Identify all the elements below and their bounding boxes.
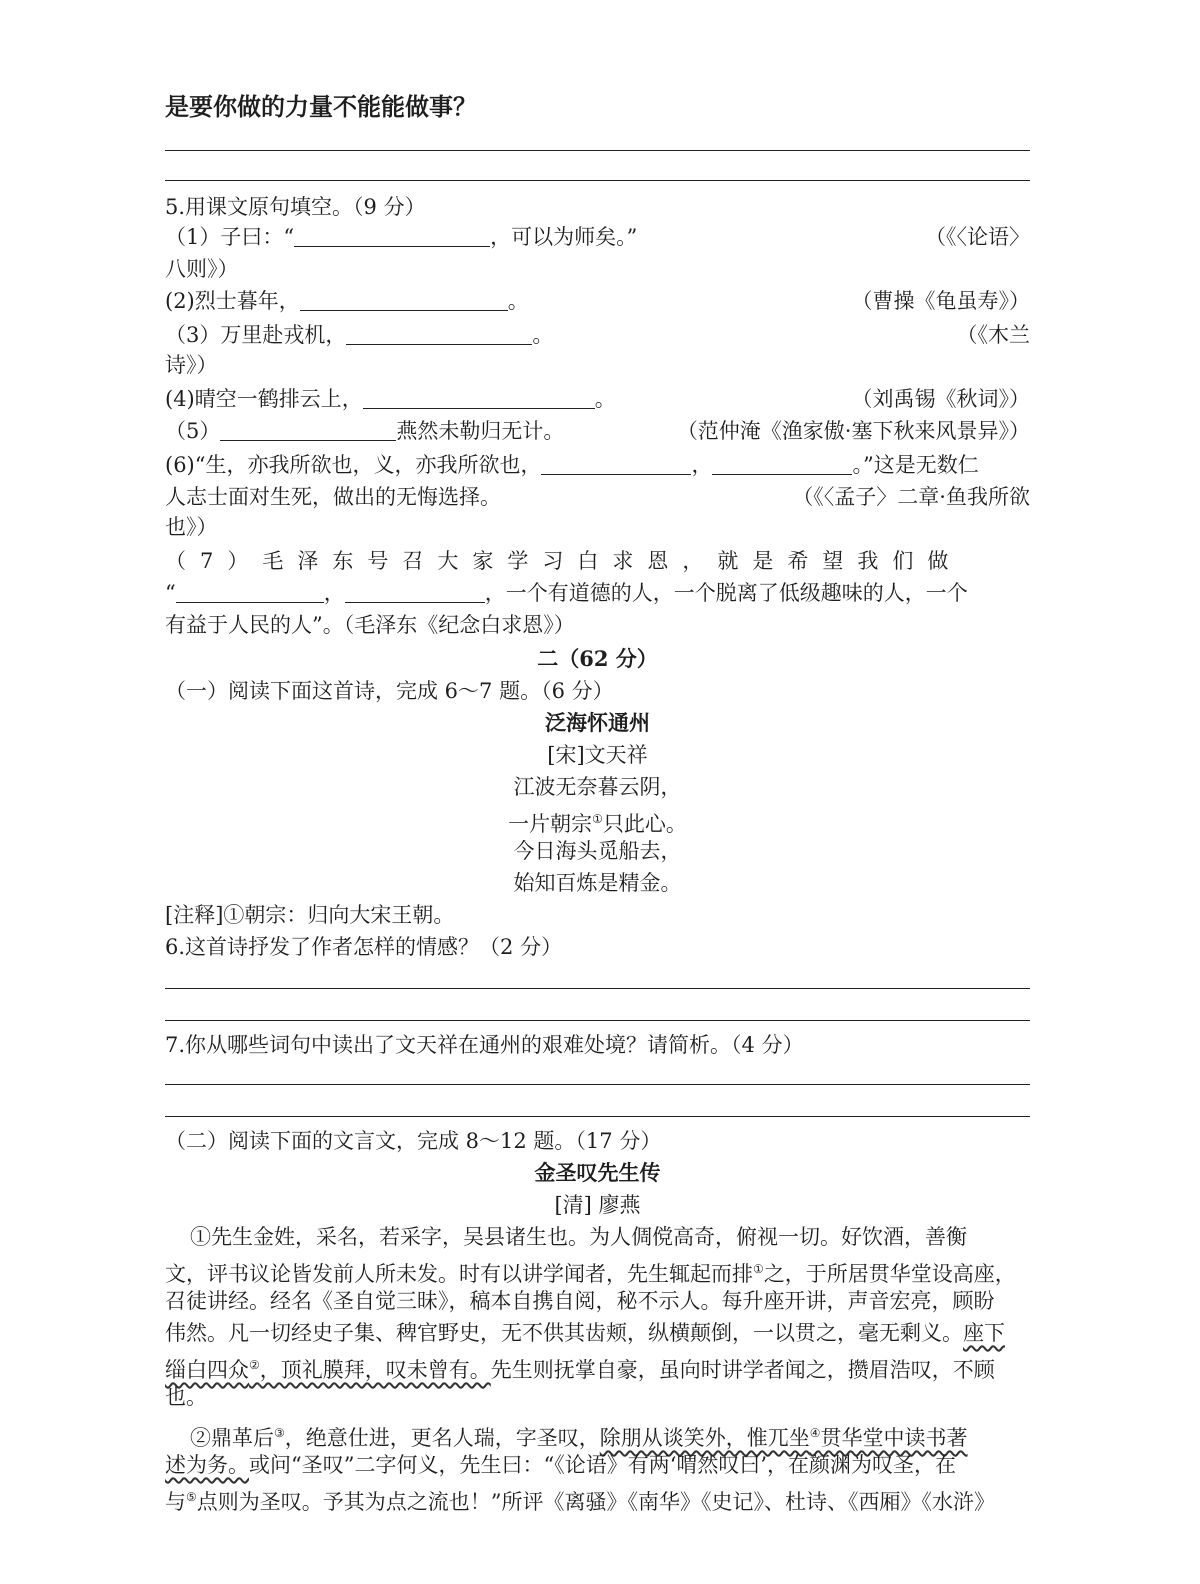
item-source: （范仲淹《渔家傲·塞下秋来风景异》）: [676, 419, 1030, 443]
q5-item-3: [165, 320, 1030, 350]
item-source: （曹操《龟虽寿》）: [851, 289, 1030, 313]
para-text: ，绝意仕进，更名人瑞，字圣叹，: [284, 1426, 600, 1450]
paragraph-1-line-2: [165, 1254, 1030, 1289]
para-text: 伟然。凡一切经史子集、稗官野史，无不供其齿颊，纵横颠倒，一以贯之，毫无剩义。: [165, 1321, 963, 1345]
paragraph-2-line-2: [165, 1450, 1030, 1480]
poem-line-1: 江波无奈暮云阴，: [513, 775, 682, 799]
note-marker: ④: [809, 1426, 821, 1440]
underlined-text: 座下: [963, 1321, 1005, 1345]
underlined-text: 缁白四众: [165, 1358, 249, 1382]
item-text: 燕然未勒归无计。: [396, 419, 565, 443]
question-5-heading: 5.用课文原句填空。（9 分）: [165, 195, 426, 219]
underlined-text: 贯华堂中读书著: [820, 1426, 968, 1450]
paragraph-2-line-3: [165, 1482, 1030, 1517]
fill-blank[interactable]: [294, 224, 490, 247]
para-text: 与: [165, 1490, 186, 1514]
para-text: 点则为圣叹。予其为点之流也！”所评《离骚》《南华》《史记》、杜诗、《西厢》《水浒》: [196, 1490, 995, 1514]
section-2-heading: 二（62 分）: [537, 646, 658, 671]
poem-line-4: 始知百炼是精金。: [513, 871, 682, 895]
item-text: 人志士面对生死，做出的无悔选择。: [165, 485, 501, 509]
item-text: (2)烈士暮年，: [165, 289, 300, 313]
q5-item-6-source-cont: 也》）: [165, 515, 218, 539]
note-marker: ①: [753, 1262, 764, 1276]
paragraph-1-line-5: [165, 1350, 1030, 1385]
paragraph-1-line-1: ①先生金姓，采名，若采字，吴县诸生也。为人倜傥高奇，俯视一切。好饮酒，善衡: [190, 1225, 967, 1249]
item-text: ，一个有道德的人，一个脱离了低级趣味的人，一个: [484, 581, 968, 605]
q5-item-5: [165, 416, 1030, 446]
answer-line[interactable]: [165, 1084, 1030, 1085]
underlined-text: ，顶礼膜拜，叹未曾有。: [259, 1358, 491, 1382]
answer-line[interactable]: [165, 1020, 1030, 1021]
answer-line[interactable]: [165, 150, 1030, 151]
poem-text: 只此心。: [602, 812, 687, 836]
q5-item-7-line2: [165, 578, 1030, 608]
q5-item-2: [165, 286, 1030, 316]
question-4-tail: 是要你做的力量不能能做事？: [165, 92, 477, 121]
q5-item-6: [165, 450, 1030, 480]
question-6: 6.这首诗抒发了作者怎样的情感？（2 分）: [165, 935, 563, 959]
q5-item-1-source-cont: 八则》）: [165, 257, 239, 281]
paragraph-1-line-3: 召徒讲经。经名《圣自觉三昧》，稿本自携自阅，秘不示人。每升座开讲，声音宏亮，顾盼: [165, 1289, 995, 1313]
poem-title: 泛海怀通州: [545, 710, 650, 735]
underlined-text: 除朋从谈笑外，惟兀坐: [599, 1426, 810, 1450]
para-text: 之，于所居贯华堂设高座，: [763, 1262, 1016, 1286]
fill-blank[interactable]: [712, 452, 852, 475]
fill-blank[interactable]: [346, 322, 532, 345]
item-text: ，: [323, 581, 345, 605]
essay-author: [清] 廖燕: [554, 1193, 641, 1217]
q5-item-3-source-cont: 诗》）: [165, 353, 218, 377]
item-source: （《〈孟子〉二章·鱼我所欲: [792, 485, 1030, 509]
q5-item-4: [165, 384, 1030, 414]
item-text: “: [165, 581, 176, 605]
question-7: 7.你从哪些词句中读出了文天祥在通州的艰难处境？请简析。（4 分）: [165, 1033, 804, 1057]
underlined-sentence: [165, 1358, 491, 1382]
note-marker: ②: [249, 1358, 260, 1372]
para-text: 文，评书议论皆发前人所未发。时有以讲学闻者，先生辄起而排: [165, 1262, 753, 1286]
poem-line-3: 今日海头觅船去，: [513, 839, 682, 863]
item-text: （1）子曰：“: [165, 225, 295, 249]
fill-blank[interactable]: [541, 452, 691, 475]
poem-text: 一片朝宗: [508, 812, 593, 836]
fill-blank[interactable]: [345, 580, 485, 603]
para-text: 先生则抚掌自豪，虽向时讲学者闻之，攒眉浩叹，不顾: [490, 1358, 995, 1382]
paragraph-1-line-4: [165, 1318, 1030, 1348]
para-text: ②鼎革后: [190, 1426, 274, 1450]
item-source: （《〈论语〉: [925, 225, 1030, 249]
note-marker: ⑤: [186, 1490, 197, 1504]
fill-blank[interactable]: [176, 580, 324, 603]
underlined-text: 述为务。: [165, 1453, 249, 1477]
poem-note: [注释]①朝宗：归向大宋王朝。: [165, 903, 455, 927]
fill-blank[interactable]: [220, 418, 396, 441]
poem-author: [宋]文天祥: [547, 743, 648, 767]
fill-blank[interactable]: [300, 288, 508, 311]
note-marker: ①: [592, 812, 603, 826]
fill-blank[interactable]: [363, 386, 595, 409]
underlined-sentence: [600, 1426, 968, 1450]
part-1-intro: （一）阅读下面这首诗，完成 6～7 题。（6 分）: [165, 679, 614, 703]
para-text: 或问“圣叹”二字何义，先生曰：“《论语》有两‘喟然叹曰’，在颜渊为叹圣，在: [249, 1453, 957, 1477]
item-source: （刘禹锡《秋词》）: [851, 387, 1030, 411]
q5-item-7: （7）毛泽东号召大家学习白求恩，就是希望我们做: [165, 549, 963, 573]
note-marker: ③: [274, 1426, 285, 1440]
item-text: 。: [532, 323, 554, 347]
answer-line[interactable]: [165, 180, 1030, 181]
part-2-intro: （二）阅读下面的文言文，完成 8～12 题。（17 分）: [165, 1129, 662, 1153]
poem-line-2: [165, 804, 1030, 839]
item-text: ，: [691, 453, 713, 477]
item-text: 。”这是无数仁: [852, 453, 979, 477]
item-text: 。: [507, 289, 529, 313]
q5-item-1: [165, 222, 1030, 252]
item-source: （《木兰: [956, 323, 1030, 347]
item-text: 。: [594, 387, 616, 411]
answer-line[interactable]: [165, 988, 1030, 989]
essay-title: 金圣叹先生传: [534, 1160, 661, 1185]
item-text: （5）: [165, 419, 221, 443]
paragraph-2-line-1: [190, 1418, 1030, 1453]
item-text: ，可以为师矣。”: [490, 225, 638, 249]
item-text: (4)晴空一鹤排云上，: [165, 387, 363, 411]
q5-item-7-line3: 有益于人民的人”。（毛泽东《纪念白求恩》）: [165, 613, 575, 637]
q5-item-6-line2: [165, 482, 1030, 512]
item-text: （3）万里赴戎机，: [165, 323, 347, 347]
answer-line[interactable]: [165, 1116, 1030, 1117]
item-text: (6)“生，亦我所欲也，义，亦我所欲也，: [165, 453, 542, 477]
paragraph-1-line-6: 也。: [165, 1385, 207, 1409]
